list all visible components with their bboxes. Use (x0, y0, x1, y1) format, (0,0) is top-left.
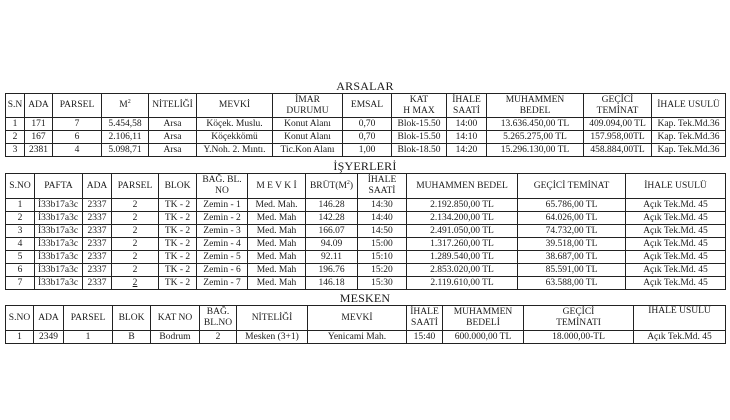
header-kat-h-max (392, 94, 447, 118)
header-ihale-usulu: İHALE USULÜ (652, 94, 726, 118)
cell: 92.11 (306, 251, 358, 264)
header-line: TEMİNAT (596, 105, 639, 116)
cell: TK - 2 (159, 225, 197, 238)
header-mevki: MEVKİ (197, 94, 273, 118)
cell: 1,00 (343, 144, 392, 157)
cell: 2.119.610,00 TL (407, 277, 518, 290)
cell: 2337 (83, 225, 112, 238)
header-pafta: PAFTA (35, 174, 83, 199)
cell: Zemin - 6 (197, 264, 248, 277)
cell: 1.317.260,00 TL (407, 238, 518, 251)
cell: 2 (6, 212, 35, 225)
cell: 2.491.050,00 TL (407, 225, 518, 238)
header-gecici-teminat: GEÇİCİ TEMİNAT (518, 174, 626, 199)
cell: 14:00 (447, 118, 487, 131)
header-line: ) (349, 180, 354, 191)
cell: 14:20 (447, 144, 487, 157)
cell: 39.518,00 TL (518, 238, 626, 251)
cell: İ33b17a3c (35, 199, 83, 212)
header-line: BRÜT(M (309, 180, 347, 191)
table-row (6, 225, 726, 238)
header-emsal: EMSAL (343, 94, 392, 118)
cell: 5.454,58 (102, 118, 149, 131)
header-line: GEÇİCİ (601, 94, 634, 105)
cell: 1 (6, 331, 34, 344)
cell: Zemin - 4 (197, 238, 248, 251)
header-m2-sup: 2 (127, 98, 131, 105)
cell: 85.591,00 TL (518, 264, 626, 277)
header-line: TEMİNATI (556, 318, 601, 328)
cell: Kap. Tek.Md.36 (652, 144, 726, 157)
cell: TK - 2 (159, 212, 197, 225)
cell: 2337 (83, 277, 112, 290)
header-ada: ADA (83, 174, 112, 199)
cell: 2 (112, 212, 159, 225)
header-mevki: M E V K İ (248, 174, 306, 199)
cell: 15:30 (358, 277, 407, 290)
cell: Açık Tek.Md. 45 (626, 238, 726, 251)
cell: 7 (6, 277, 35, 290)
header-ihale-usulu: İHALE USULÜ (634, 306, 726, 331)
header-m2-base: M (119, 100, 128, 110)
header-line: BEDELİ (466, 318, 500, 328)
cell: 166.07 (306, 225, 358, 238)
cell: 2 (112, 277, 159, 290)
header-blok: BLOK (113, 306, 151, 331)
cell: 13.636.450,00 TL (487, 118, 584, 131)
table-row (6, 251, 726, 264)
cell: 74.732,00 TL (518, 225, 626, 238)
header-line: BL.NO (203, 318, 233, 328)
cell: 15:00 (358, 238, 407, 251)
cell: 1 (64, 331, 113, 344)
cell: Arsa (149, 118, 197, 131)
cell: 3 (6, 225, 35, 238)
cell: 94.09 (306, 238, 358, 251)
cell: Arsa (149, 144, 197, 157)
cell: 63.588,00 TL (518, 277, 626, 290)
cell: 142.28 (306, 212, 358, 225)
cell: 15:20 (358, 264, 407, 277)
cell: 7 (53, 118, 102, 131)
cell: 167 (25, 131, 53, 144)
header-blok: BLOK (159, 174, 197, 199)
header-line: DURUMU (286, 105, 329, 116)
arsalar-title: ARSALAR (336, 79, 394, 93)
header-line: BEDEL (519, 105, 551, 116)
cell: 65.786,00 TL (518, 199, 626, 212)
cell: 157.958,00TL (584, 131, 652, 144)
cell: 5.098,71 (102, 144, 149, 157)
cell: 2.106,11 (102, 131, 149, 144)
cell: Med. Mah (248, 264, 306, 277)
header-brut-m2 (306, 174, 358, 199)
cell: 4 (6, 238, 35, 251)
cell: 14:10 (447, 131, 487, 144)
cell: 1 (6, 118, 25, 131)
header-niteligi: NİTELİĞİ (149, 94, 197, 118)
header-gecici-teminati (524, 306, 634, 331)
header-parsel: PARSEL (112, 174, 159, 199)
header-line: H MAX (403, 105, 435, 116)
cell: 1.289.540,00 TL (407, 251, 518, 264)
cell: TK - 2 (159, 277, 197, 290)
cell: 18.000,00-TL (524, 331, 634, 344)
header-sn: S.N (6, 94, 25, 118)
cell: 146.18 (306, 277, 358, 290)
header-mevki: MEVKİ (308, 306, 407, 331)
cell: 2.134.200,00 TL (407, 212, 518, 225)
cell: 2.853.020,00 TL (407, 264, 518, 277)
cell: Açık Tek.Md. 45 (626, 277, 726, 290)
cell: Zemin - 2 (197, 212, 248, 225)
cell: Kap. Tek.Md.36 (652, 118, 726, 131)
cell: Med. Mah (248, 251, 306, 264)
header-sno: S.NO (6, 306, 34, 331)
cell: 5.265.275,00 TL (487, 131, 584, 144)
header-ada: ADA (25, 94, 53, 118)
header-sup: 2 (346, 179, 350, 186)
cell: 15:40 (407, 331, 443, 344)
mesken-table (5, 305, 726, 344)
table-row (6, 238, 726, 251)
header-m2 (102, 94, 149, 118)
header-gecici-teminat (584, 94, 652, 118)
header-kat-no: KAT NO (151, 306, 200, 331)
cell: 14:40 (358, 212, 407, 225)
header-line: İHALE (367, 175, 397, 185)
cell: 2 (112, 264, 159, 277)
table-row (6, 212, 726, 225)
header-line: BAĞ. (206, 307, 230, 317)
cell: Açık Tek.Md. 45 (626, 264, 726, 277)
header-bag-bl-no (197, 174, 248, 199)
table-header-row (6, 94, 726, 118)
header-muhammen-bedel (487, 94, 584, 118)
header-ihale-saati (358, 174, 407, 199)
isyerleri-table (5, 173, 726, 290)
cell: Mesken (3+1) (237, 331, 308, 344)
cell: 3 (6, 144, 25, 157)
cell: 2337 (83, 238, 112, 251)
header-muhammen-bedeli (443, 306, 524, 331)
table-row (6, 144, 726, 157)
cell: Zemin - 1 (197, 199, 248, 212)
table-row (6, 199, 726, 212)
cell: 600.000,00 TL (443, 331, 524, 344)
cell: 2 (112, 199, 159, 212)
cell: Med. Mah (248, 277, 306, 290)
cell: TK - 2 (159, 264, 197, 277)
table-row (6, 331, 726, 344)
arsalar-table (5, 93, 726, 157)
cell: TK - 2 (159, 251, 197, 264)
cell: 2337 (83, 264, 112, 277)
cell: 14:50 (358, 225, 407, 238)
cell: 0,70 (343, 118, 392, 131)
cell: TK - 2 (159, 238, 197, 251)
cell: 38.687,00 TL (518, 251, 626, 264)
cell: 5 (6, 251, 35, 264)
cell: İ33b17a3c (35, 225, 83, 238)
mesken-title: MESKEN (339, 291, 391, 305)
cell: Arsa (149, 131, 197, 144)
header-ihale-usulu: İHALE USULÜ (626, 174, 726, 199)
cell: Zemin - 7 (197, 277, 248, 290)
cell: TK - 2 (159, 199, 197, 212)
table-row (6, 118, 726, 131)
cell: Yenicami Mah. (308, 331, 407, 344)
header-line: İHALE (410, 307, 439, 317)
cell: İ33b17a3c (35, 212, 83, 225)
cell: Açık Tek.Md. 45 (634, 331, 726, 344)
header-ihale-saati (447, 94, 487, 118)
cell: 6 (53, 131, 102, 144)
cell: Köçekkömü (197, 131, 273, 144)
header-imar-durumu (273, 94, 343, 118)
cell: 146.28 (306, 199, 358, 212)
cell: Med. Mah. (248, 199, 306, 212)
cell: Konut Alanı (273, 118, 343, 131)
cell: 2 (112, 251, 159, 264)
cell: 2 (112, 225, 159, 238)
cell: 0,70 (343, 131, 392, 144)
cell: Açık Tek.Md. 45 (626, 225, 726, 238)
header-ada: ADA (34, 306, 64, 331)
isyerleri-title: İŞYERLERİ (333, 159, 397, 173)
cell: Blok-18.50 (392, 144, 447, 157)
cell: Açık Tek.Md. 45 (626, 199, 726, 212)
header-ihale-saati (407, 306, 443, 331)
table-row (6, 264, 726, 277)
cell: 2 (6, 131, 25, 144)
cell: 2337 (83, 212, 112, 225)
header-sno: S.NO (6, 174, 35, 199)
cell: 2381 (25, 144, 53, 157)
header-line: İHALE (452, 94, 481, 105)
header-line: NO (215, 186, 229, 196)
cell: Zemin - 5 (197, 251, 248, 264)
header-line: MUHAMMEN (453, 307, 513, 317)
cell: 2 (112, 238, 159, 251)
cell: 171 (25, 118, 53, 131)
table-row (6, 277, 726, 290)
cell: Zemin - 3 (197, 225, 248, 238)
header-line: İMAR (295, 94, 320, 105)
cell: B (113, 331, 151, 344)
cell: Med. Mah (248, 225, 306, 238)
cell: Kap. Tek.Md.36 (652, 131, 726, 144)
header-line: BAĞ. BL. (202, 175, 242, 185)
cell: 1 (6, 199, 35, 212)
header-line: SAATİ (368, 186, 396, 196)
cell: 458.884,00TL (584, 144, 652, 157)
cell: Açık Tek.Md. 45 (626, 251, 726, 264)
header-muhammen-bedel: MUHAMMEN BEDEL (407, 174, 518, 199)
header-line: SAATİ (453, 105, 480, 116)
cell: 6 (6, 264, 35, 277)
cell: Med. Mah (248, 238, 306, 251)
cell: Köçek. Muslu. (197, 118, 273, 131)
cell: Blok-15.50 (392, 131, 447, 144)
cell: 2 (200, 331, 237, 344)
header-niteligi: NİTELİĞİ (237, 306, 308, 331)
table-row (6, 131, 726, 144)
header-line: SAATİ (411, 318, 438, 328)
table-header-row (6, 306, 726, 331)
header-parsel: PARSEL (64, 306, 113, 331)
cell: 196.76 (306, 264, 358, 277)
cell: Açık Tek.Md. 45 (626, 212, 726, 225)
table-header-row (6, 174, 726, 199)
cell: 4 (53, 144, 102, 157)
cell: 409.094,00 TL (584, 118, 652, 131)
cell: Tic.Kon Alanı (273, 144, 343, 157)
cell: 2349 (34, 331, 64, 344)
header-line: GEÇİCİ (562, 307, 595, 317)
cell: Y.Noh. 2. Mıntı. (197, 144, 273, 157)
cell: Med. Mah (248, 212, 306, 225)
cell: 15:10 (358, 251, 407, 264)
cell: Konut Alanı (273, 131, 343, 144)
header-line: KAT (409, 94, 429, 105)
cell: 64.026,00 TL (518, 212, 626, 225)
cell: 2337 (83, 251, 112, 264)
cell: Blok-15.50 (392, 118, 447, 131)
header-line: MUHAMMEN (505, 94, 565, 105)
cell: Bodrum (151, 331, 200, 344)
cell: İ33b17a3c (35, 238, 83, 251)
cell: 2.192.850,00 TL (407, 199, 518, 212)
cell: 2337 (83, 199, 112, 212)
cell: İ33b17a3c (35, 264, 83, 277)
cell: 14:30 (358, 199, 407, 212)
header-parsel: PARSEL (53, 94, 102, 118)
header-bag-bl-no (200, 306, 237, 331)
cell: İ33b17a3c (35, 251, 83, 264)
cell: 15.296.130,00 TL (487, 144, 584, 157)
cell: İ33b17a3c (35, 277, 83, 290)
